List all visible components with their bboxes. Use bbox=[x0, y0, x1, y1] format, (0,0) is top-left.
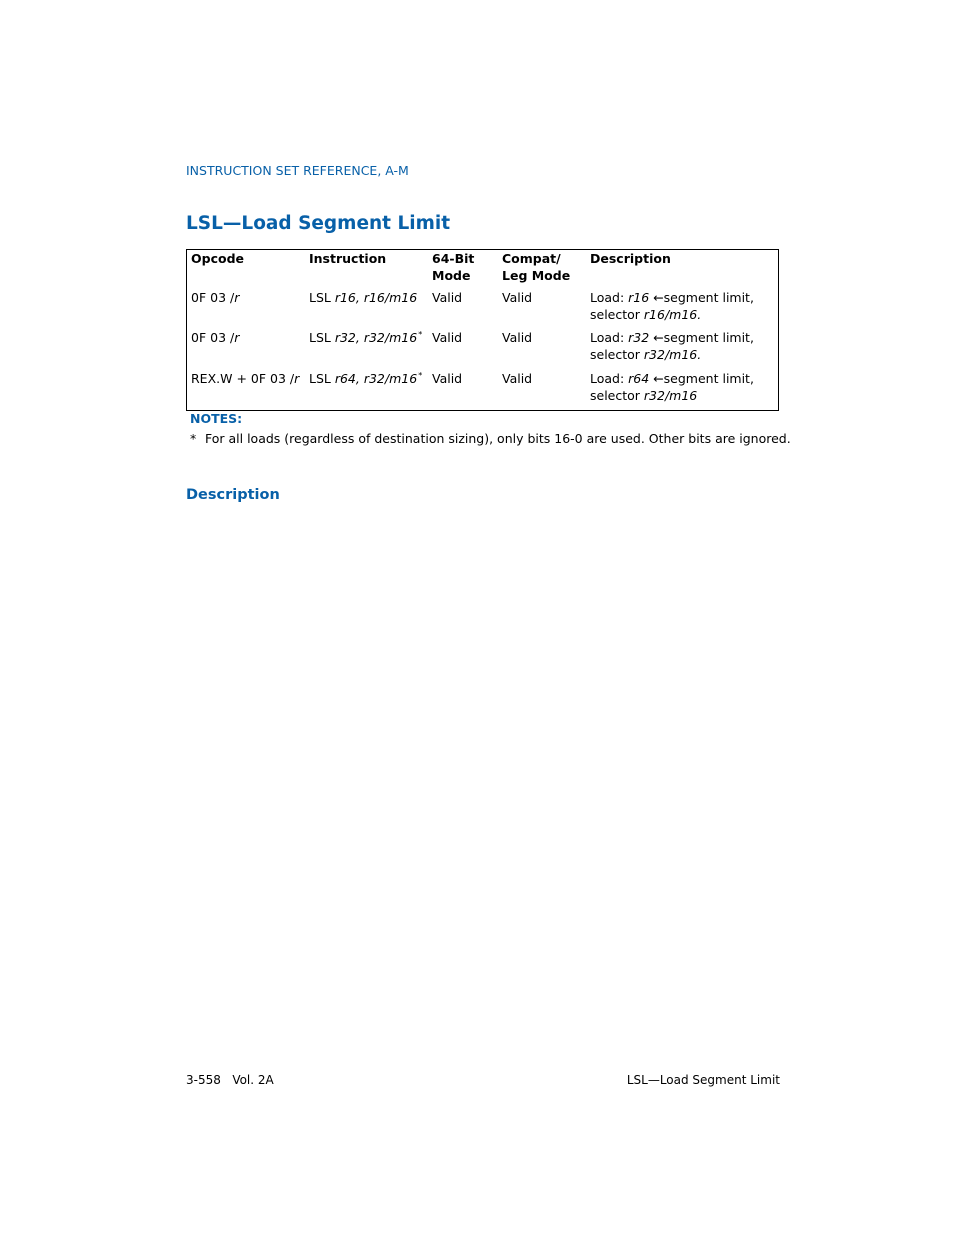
header-64bit-mode bbox=[432, 251, 474, 284]
table-row-2-64bit: Valid bbox=[432, 371, 463, 386]
header-64bit-line2: Mode bbox=[432, 267, 471, 283]
table-row-0-instruction: LSL r16, r16/m16 bbox=[309, 290, 418, 305]
header-compat-line2: Leg Mode bbox=[502, 267, 571, 283]
notes-label: NOTES: bbox=[190, 411, 243, 426]
page-title: LSL—Load Segment Limit bbox=[186, 213, 451, 234]
table-row-1-instruction: LSL r32, r32/m16* bbox=[309, 330, 423, 345]
footer-section-title: LSL—Load Segment Limit bbox=[626, 1073, 780, 1087]
footer-page-number: 3-558 Vol. 2A bbox=[186, 1073, 274, 1087]
footnote-marker: * bbox=[418, 330, 423, 339]
opcode-table bbox=[186, 249, 779, 411]
header-64bit-line1: 64-Bit bbox=[432, 251, 475, 266]
table-row-0-opcode: 0F 03 /r bbox=[191, 290, 240, 305]
description-heading: Description bbox=[186, 487, 280, 503]
running-header: INSTRUCTION SET REFERENCE, A-M bbox=[186, 163, 409, 178]
table-row-0-compat: Valid bbox=[502, 290, 533, 305]
note-item bbox=[190, 431, 791, 446]
header-instruction: Instruction bbox=[309, 251, 387, 266]
table-row-2-opcode: REX.W + 0F 03 /r bbox=[191, 371, 300, 386]
footnote-marker: * bbox=[418, 371, 423, 380]
table-row-1-description: Load: r32 ←segment limit, selector r32/m16. bbox=[590, 330, 754, 362]
table-row-1-opcode: 0F 03 /r bbox=[191, 330, 240, 345]
header-compat-mode bbox=[502, 251, 570, 284]
header-description: Description bbox=[590, 251, 671, 266]
table-row-2-compat: Valid bbox=[502, 371, 533, 386]
table-row-0-64bit: Valid bbox=[432, 290, 463, 305]
header-opcode: Opcode bbox=[191, 251, 244, 266]
header-compat-line1: Compat/ bbox=[502, 251, 561, 266]
table-row-0-description: Load: r16 ←segment limit, selector r16/m16. bbox=[590, 290, 754, 322]
table-row-2-description: Load: r64 ←segment limit, selector r32/m16 bbox=[590, 371, 754, 403]
table-row-2-instruction: LSL r64, r32/m16* bbox=[309, 371, 423, 386]
note-text: For all loads (regardless of destination sizing), only bits 16-0 are used. Other bits are ignored. bbox=[205, 431, 791, 446]
table-row-1-64bit: Valid bbox=[432, 330, 463, 345]
table-row-1-compat: Valid bbox=[502, 330, 533, 345]
note-marker: * bbox=[190, 431, 197, 446]
